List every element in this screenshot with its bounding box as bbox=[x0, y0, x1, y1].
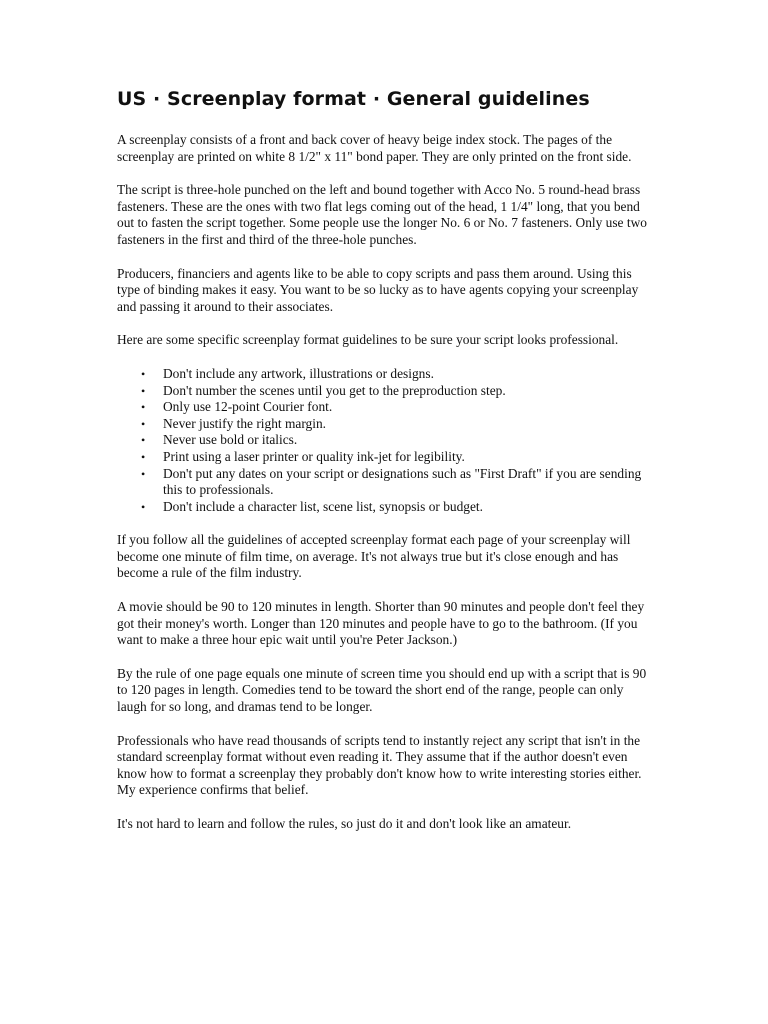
paragraph-conclusion: It's not hard to learn and follow the rules, so just do it and don't look like an amateur. bbox=[117, 816, 572, 831]
paragraph-copying: Producers, financiers and agents like to be able to copy scripts and pass them around. Using this type of binding makes it easy. You want to be so lucky as to have agents copying your screenplay and passing it around to their associates. bbox=[117, 265, 639, 314]
paragraph-binding: The script is three-hole punched on the left and bound together with Acco No. 5 round-head brass fasteners. These are the ones with two flat legs coming out of the head, 1 1/4" long, that you bend out to fasten the script together. Some people use the longer No. 6 or No. 7 fasteners. Only use two fasteners in the first and third of the three-hole punches. bbox=[117, 182, 647, 247]
paragraph-page-minute: If you follow all the guidelines of accepted screenplay format each page of your screenplay will become one minute of film time, on average. It's not always true but it's close enough and has become a rule of the film industry. bbox=[117, 532, 631, 581]
list-item: • Only use 12-point Courier font. bbox=[163, 399, 652, 416]
list-item: • Never use bold or italics. bbox=[163, 432, 652, 449]
paragraph-guidelines-intro: Here are some specific screenplay format guidelines to be sure your script looks professional. bbox=[117, 332, 619, 348]
document-page bbox=[117, 88, 652, 850]
paragraph-cover-stock: A screenplay consists of a front and back cover of heavy beige index stock. The pages of the screenplay are printed on white 8 1/2" x 11" bond paper. They are only printed on the front side. bbox=[117, 132, 632, 164]
list-item: • Never justify the right margin. bbox=[163, 416, 652, 433]
guidelines-list bbox=[117, 366, 652, 515]
page-title: US · Screenplay format · General guidelines bbox=[117, 88, 590, 110]
list-item: • Don't put any dates on your script or designations such as "First Draft" if you are sending this to professionals. bbox=[163, 466, 652, 499]
paragraph-page-count: By the rule of one page equals one minute of screen time you should end up with a script that is 90 to 120 pages in length. Comedies tend to be toward the short end of the range, people can only laugh for so long, and dramas tend to be longer. bbox=[117, 665, 647, 715]
list-item: • Don't include any artwork, illustrations or designs. bbox=[163, 366, 652, 383]
list-item: • Print using a laser printer or quality ink-jet for legibility. bbox=[163, 449, 652, 466]
paragraph-movie-length: A movie should be 90 to 120 minutes in length. Shorter than 90 minutes and people don't feel they got their money's worth. Longer than 120 minutes and people have to go to the bathroom. (If you want to make a three hour epic wait until you're Peter Jackson.) bbox=[117, 599, 645, 648]
list-item: • Don't number the scenes until you get to the preproduction step. bbox=[163, 383, 652, 400]
paragraph-professionals: Professionals who have read thousands of scripts tend to instantly reject any script that isn't in the standard screenplay format without even reading it. They assume that if the author doesn't even know how to format a screenplay they probably don't know how to write interesting stories either. My experience confirms that belief. bbox=[117, 732, 642, 798]
list-item: • Don't include a character list, scene list, synopsis or budget. bbox=[163, 499, 652, 516]
